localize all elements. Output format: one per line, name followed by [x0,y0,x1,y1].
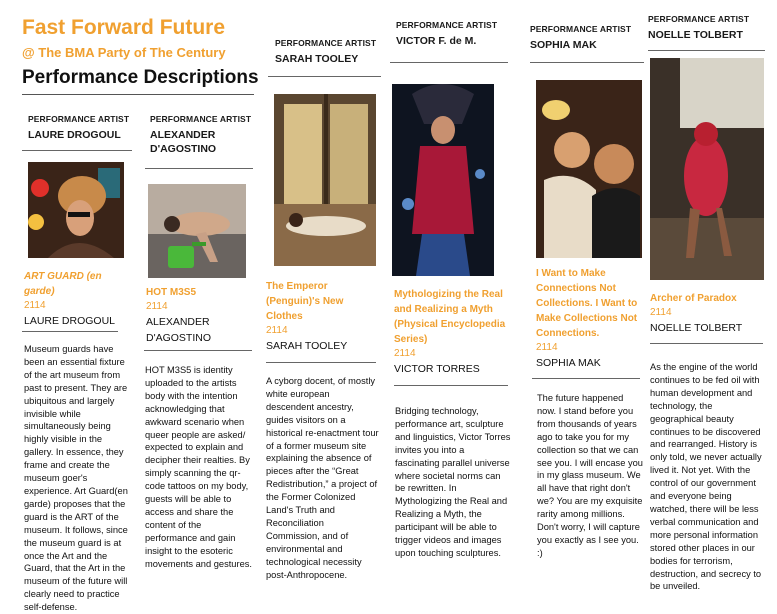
performance-description: HOT M3S5 is identity uploaded to the artists body with the intention acknowledging that awkward scenario when queer people are asked/ expected to explain and decipher their realties. By simply scanning the qr-code tattoos on my body, guests will be able to access and share the content of the performance and gain insight to the esoteric movements and gestures. [145,365,252,569]
performer-name: SARAH TOOLEY [266,340,348,352]
performance-info [24,269,134,329]
performance-info [650,291,766,336]
info-divider [650,343,763,344]
artist-role: PERFORMANCE ARTIST [530,24,632,34]
header-divider [268,76,381,77]
artist-name: SARAH TOOLEY [275,53,359,65]
performance-title: Archer of Paradox [650,293,737,304]
performance-description: Museum guards have been an essential fixture of the art museum from past to present. They are ubiquitous and largely invisible while simultaneously being highly visible in the gallery. In essence, they frame and create the museum goer's experience. Art Guard(en garde) proposes that the guard is the ART of the museum. It follows, since the museum guard is at once the Art and the Guard, that the Art in the museum of the future will clearly need to practice self-defense. [24,344,128,613]
performer-name: NOELLE TOLBERT [650,322,743,334]
performance-description: As the engine of the world continues to be fed oil with human development and technology, the geographical beauty continues to be discovered and rearranged. History is only told, we never actually lived it. Not yet. With the control of our government and everyone being watched, there will be less verbal communication and more personal information stored other places in our bodies for terrorism, destruction, and secrecy to be unveiled. [650,362,762,592]
header-divider [390,62,508,63]
performance-description: The future happened now. I stand before you from thousands of years ago to take you for my collection so that we can see you. I will encase you in my glass museum. We all have that right don't we? You are my exquisite rarity among millions. Don't worry, I will capture you exactly as I see you. :) [537,393,643,558]
artist-name: ALEXANDER D'AGOSTINO [150,129,217,155]
header-divider [648,50,765,51]
performer-in-red-drape-photo [650,58,764,280]
performance-title: HOT M3S5 [146,287,197,298]
artist-header [150,114,254,156]
performance-description: Bridging technology, performance art, sculpture and linguistics, Victor Torres invites you into a fascinating parallel universe where societal norms can be rewritten. In Mythologizing the Real and Realizing a Myth, the participant will be able to trigger videos and images upon touching sculptures. [395,406,511,558]
performance-info [266,279,378,354]
performer-reclining-photo [274,94,376,266]
artist-header [28,114,132,142]
header-divider [22,150,132,151]
performance-year: 2114 [266,325,288,336]
info-divider [532,378,640,379]
performer-name: ALEXANDER D'AGOSTINO [146,316,212,344]
performance-year: 2114 [650,307,672,318]
info-divider [266,362,376,363]
event-title: Fast Forward Future [22,16,226,39]
performance-title: The Emperor (Penguin)'s New Clothes [266,281,344,322]
performance-title: I Want to Make Connections Not Collections. I Want to Make Collections Not Connections. [536,268,638,339]
title-divider [22,94,254,95]
performance-title: Mythologizing the Real and Realizing a Myth (Physical Encyclopedia Series) [394,289,506,345]
artist-name: VICTOR F. de M. [396,35,477,47]
performer-name: VICTOR TORRES [394,363,480,375]
performance-description: A cyborg docent, of mostly white european descendent ancestry, guides visitors on a historical re-enactment tour of a former museum site explaining the absence of pieces after the “Great Redistribution,” a project of the Former Colonized Land's Truth and Reconciliation Commission, and of environmental and technological necessity post-Anthropocene. [266,376,379,580]
performance-title: ART GUARD (en garde) [24,271,102,297]
artist-role: PERFORMANCE ARTIST [150,114,252,124]
info-divider [22,331,118,332]
performance-year: 2114 [24,300,46,311]
artist-role: PERFORMANCE ARTIST [396,20,498,30]
artist-header [648,14,768,42]
performance-year: 2114 [536,342,558,353]
header-divider [530,62,644,63]
performer-with-watering-can-photo [148,184,246,278]
artist-name: SOPHIA MAK [530,39,597,51]
artist-role: PERFORMANCE ARTIST [28,114,130,124]
info-divider [394,385,508,386]
page-title: Performance Descriptions [22,67,259,88]
performance-year: 2114 [394,348,416,359]
performers-smiling-photo [536,80,642,258]
performance-info [394,287,510,377]
performer-name: LAURE DROGOUL [24,315,116,327]
performance-info [146,285,254,346]
header-divider [145,168,253,169]
artist-role: PERFORMANCE ARTIST [648,14,750,24]
artist-header [530,24,642,52]
info-divider [144,350,252,351]
performer-with-headdress-photo [392,84,494,276]
artist-header [396,20,506,48]
artist-role: PERFORMANCE ARTIST [275,38,377,48]
artist-name: LAURE DROGOUL [28,129,121,141]
performance-year: 2114 [146,301,168,312]
artist-header [275,38,385,66]
artist-name: NOELLE TOLBERT [648,29,743,41]
performance-info [536,266,642,371]
event-subtitle: @ The BMA Party of The Century [22,45,226,60]
performer-in-headscarf-photo [28,162,124,258]
performer-name: SOPHIA MAK [536,357,601,369]
